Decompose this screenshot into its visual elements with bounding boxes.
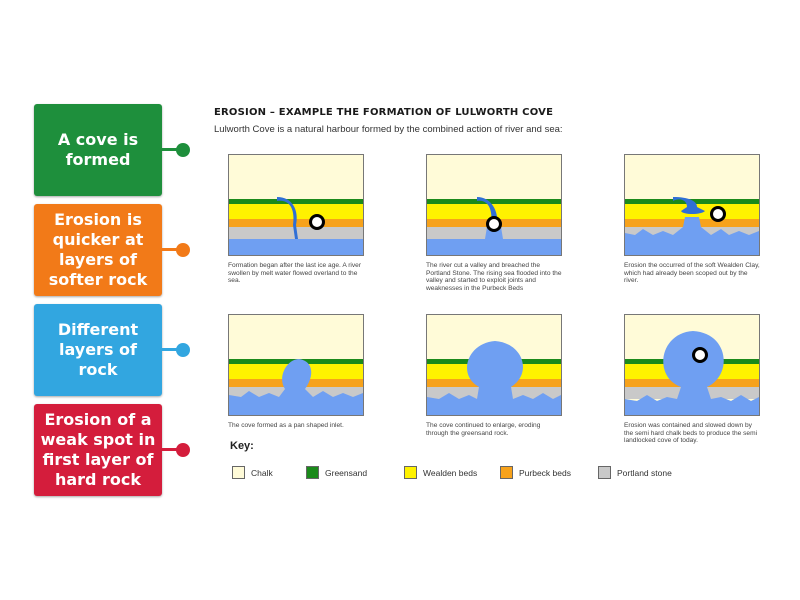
key-label: Wealden beds	[423, 467, 478, 478]
label-card-softer-rock[interactable]	[34, 204, 162, 296]
swatch-chalk	[232, 466, 245, 479]
key-item-greensand	[306, 466, 367, 479]
key-label: Chalk	[251, 467, 273, 478]
connector-dot[interactable]	[176, 343, 190, 357]
drop-target-3[interactable]	[710, 206, 726, 222]
label-card-text: Erosion is quicker at layers of softer rock	[48, 210, 148, 289]
key-label: Portland stone	[617, 467, 672, 478]
label-card-text: Erosion of a weak spot in first layer of hard rock	[40, 410, 156, 489]
stage-panel-1	[228, 154, 364, 256]
stage-caption-4: The cove formed as a pan shaped inlet.	[228, 422, 344, 429]
drop-target-1[interactable]	[309, 214, 325, 230]
label-card-rock-layers[interactable]	[34, 304, 162, 396]
stage-caption-5: The cove continued to enlarge, eroding through the greensand rock.	[426, 422, 541, 437]
swatch-wealden	[404, 466, 417, 479]
label-card-text: A cove is formed	[57, 130, 139, 169]
key-item-wealden	[404, 466, 477, 479]
drop-target-4[interactable]	[692, 347, 708, 363]
stage-panel-5	[426, 314, 562, 416]
stage-panel-3	[624, 154, 760, 256]
stage-caption-6: Erosion was contained and slowed down by the semi hard chalk beds to produce the semi landlocked cove of today.	[624, 422, 758, 445]
connector-dot[interactable]	[176, 143, 190, 157]
connector-dot[interactable]	[176, 443, 190, 457]
swatch-purbeck	[500, 466, 513, 479]
key-item-chalk	[232, 466, 273, 479]
stage-panel-6	[624, 314, 760, 416]
swatch-greensand	[306, 466, 319, 479]
key-item-portland	[598, 466, 672, 479]
drop-target-2[interactable]	[486, 216, 502, 232]
stage-caption-2: The river cut a valley and breached the Portland Stone. The rising sea flooded into the valley and started to exploit joints and weaknesses in the Purbeck Beds	[426, 262, 562, 292]
diagram-title: EROSION – EXAMPLE THE FORMATION OF LULWORTH COVE	[214, 107, 554, 118]
label-card-text: Different layers of rock	[57, 320, 139, 379]
key-title: Key:	[230, 440, 254, 452]
swatch-portland	[598, 466, 611, 479]
stage-caption-1: Formation began after the last ice age. A river swollen by melt water flowed overland to the sea.	[228, 262, 362, 285]
stage-panel-2	[426, 154, 562, 256]
connector-dot[interactable]	[176, 243, 190, 257]
key-item-purbeck	[500, 466, 571, 479]
key-label: Greensand	[325, 467, 368, 478]
diagram-intro: Lulworth Cove is a natural harbour formed by the combined action of river and sea:	[214, 124, 563, 135]
label-card-cove-formed[interactable]	[34, 104, 162, 196]
stage-caption-3: Erosion the occurred of the soft Wealden Clay, which had already been scoped out by the river.	[624, 262, 760, 285]
label-card-weak-spot[interactable]	[34, 404, 162, 496]
stage-panel-4	[228, 314, 364, 416]
key-label: Purbeck beds	[519, 467, 571, 478]
